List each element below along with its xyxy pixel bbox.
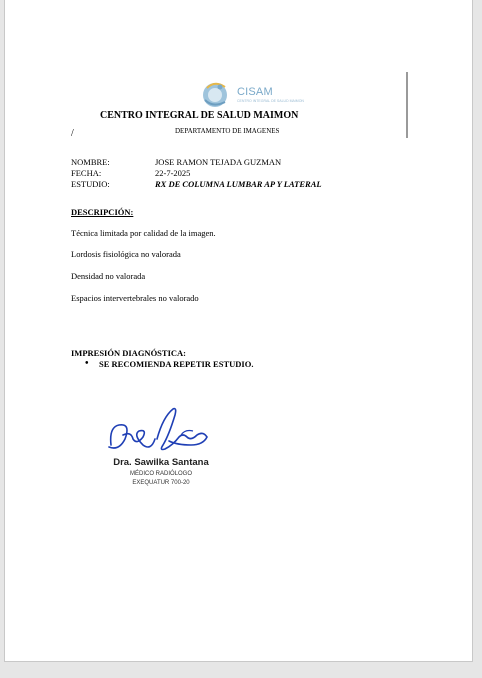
clinic-logo	[197, 78, 304, 110]
description-heading: DESCRIPCIÓN:	[71, 207, 134, 217]
exam-date-value: 22-7-2025	[155, 168, 191, 178]
signature-name: Dra. Sawilka Santana	[113, 457, 209, 468]
description-paragraph: Lordosis fisiológica no valorada	[71, 249, 181, 259]
patient-name-label: NOMBRE:	[71, 157, 110, 167]
description-paragraph: Espacios intervertebrales no valorado	[71, 293, 199, 303]
institution-title: CENTRO INTEGRAL DE SALUD MAIMON	[100, 110, 299, 121]
handwritten-signature-icon	[103, 405, 213, 457]
exam-date-label: FECHA:	[71, 168, 102, 178]
logo-emblem-icon	[197, 78, 237, 110]
description-paragraph: Técnica limitada por calidad de la imagen.	[71, 228, 216, 238]
document-page	[4, 0, 473, 662]
patient-name-row	[71, 157, 282, 168]
logo-subtext: CENTRO INTEGRAL DE SALUD MAIMON	[237, 99, 304, 103]
signature-exequatur: EXEQUATUR 700-20	[132, 480, 190, 486]
description-paragraph: Densidad no valorada	[71, 271, 146, 281]
study-label: ESTUDIO:	[71, 179, 110, 189]
text-cursor-mark: /	[71, 128, 74, 139]
impression-heading: IMPRESIÓN DIAGNÓSTICA:	[71, 348, 186, 358]
signature-role: MÉDICO RADIÓLOGO	[129, 471, 192, 477]
study-row	[71, 179, 322, 190]
impression-list	[85, 359, 253, 369]
signature-block	[101, 405, 231, 495]
study-value: RX DE COLUMNA LUMBAR AP Y LATERAL	[155, 179, 322, 189]
impression-item: • SE RECOMIENDA REPETIR ESTUDIO.	[85, 359, 253, 369]
logo-text: CISAM	[237, 86, 273, 98]
margin-line	[406, 72, 408, 138]
department-title: DEPARTAMENTO DE IMAGENES	[175, 127, 280, 135]
patient-name-value: JOSE RAMON TEJADA GUZMAN	[155, 157, 282, 167]
exam-date-row	[71, 168, 191, 179]
